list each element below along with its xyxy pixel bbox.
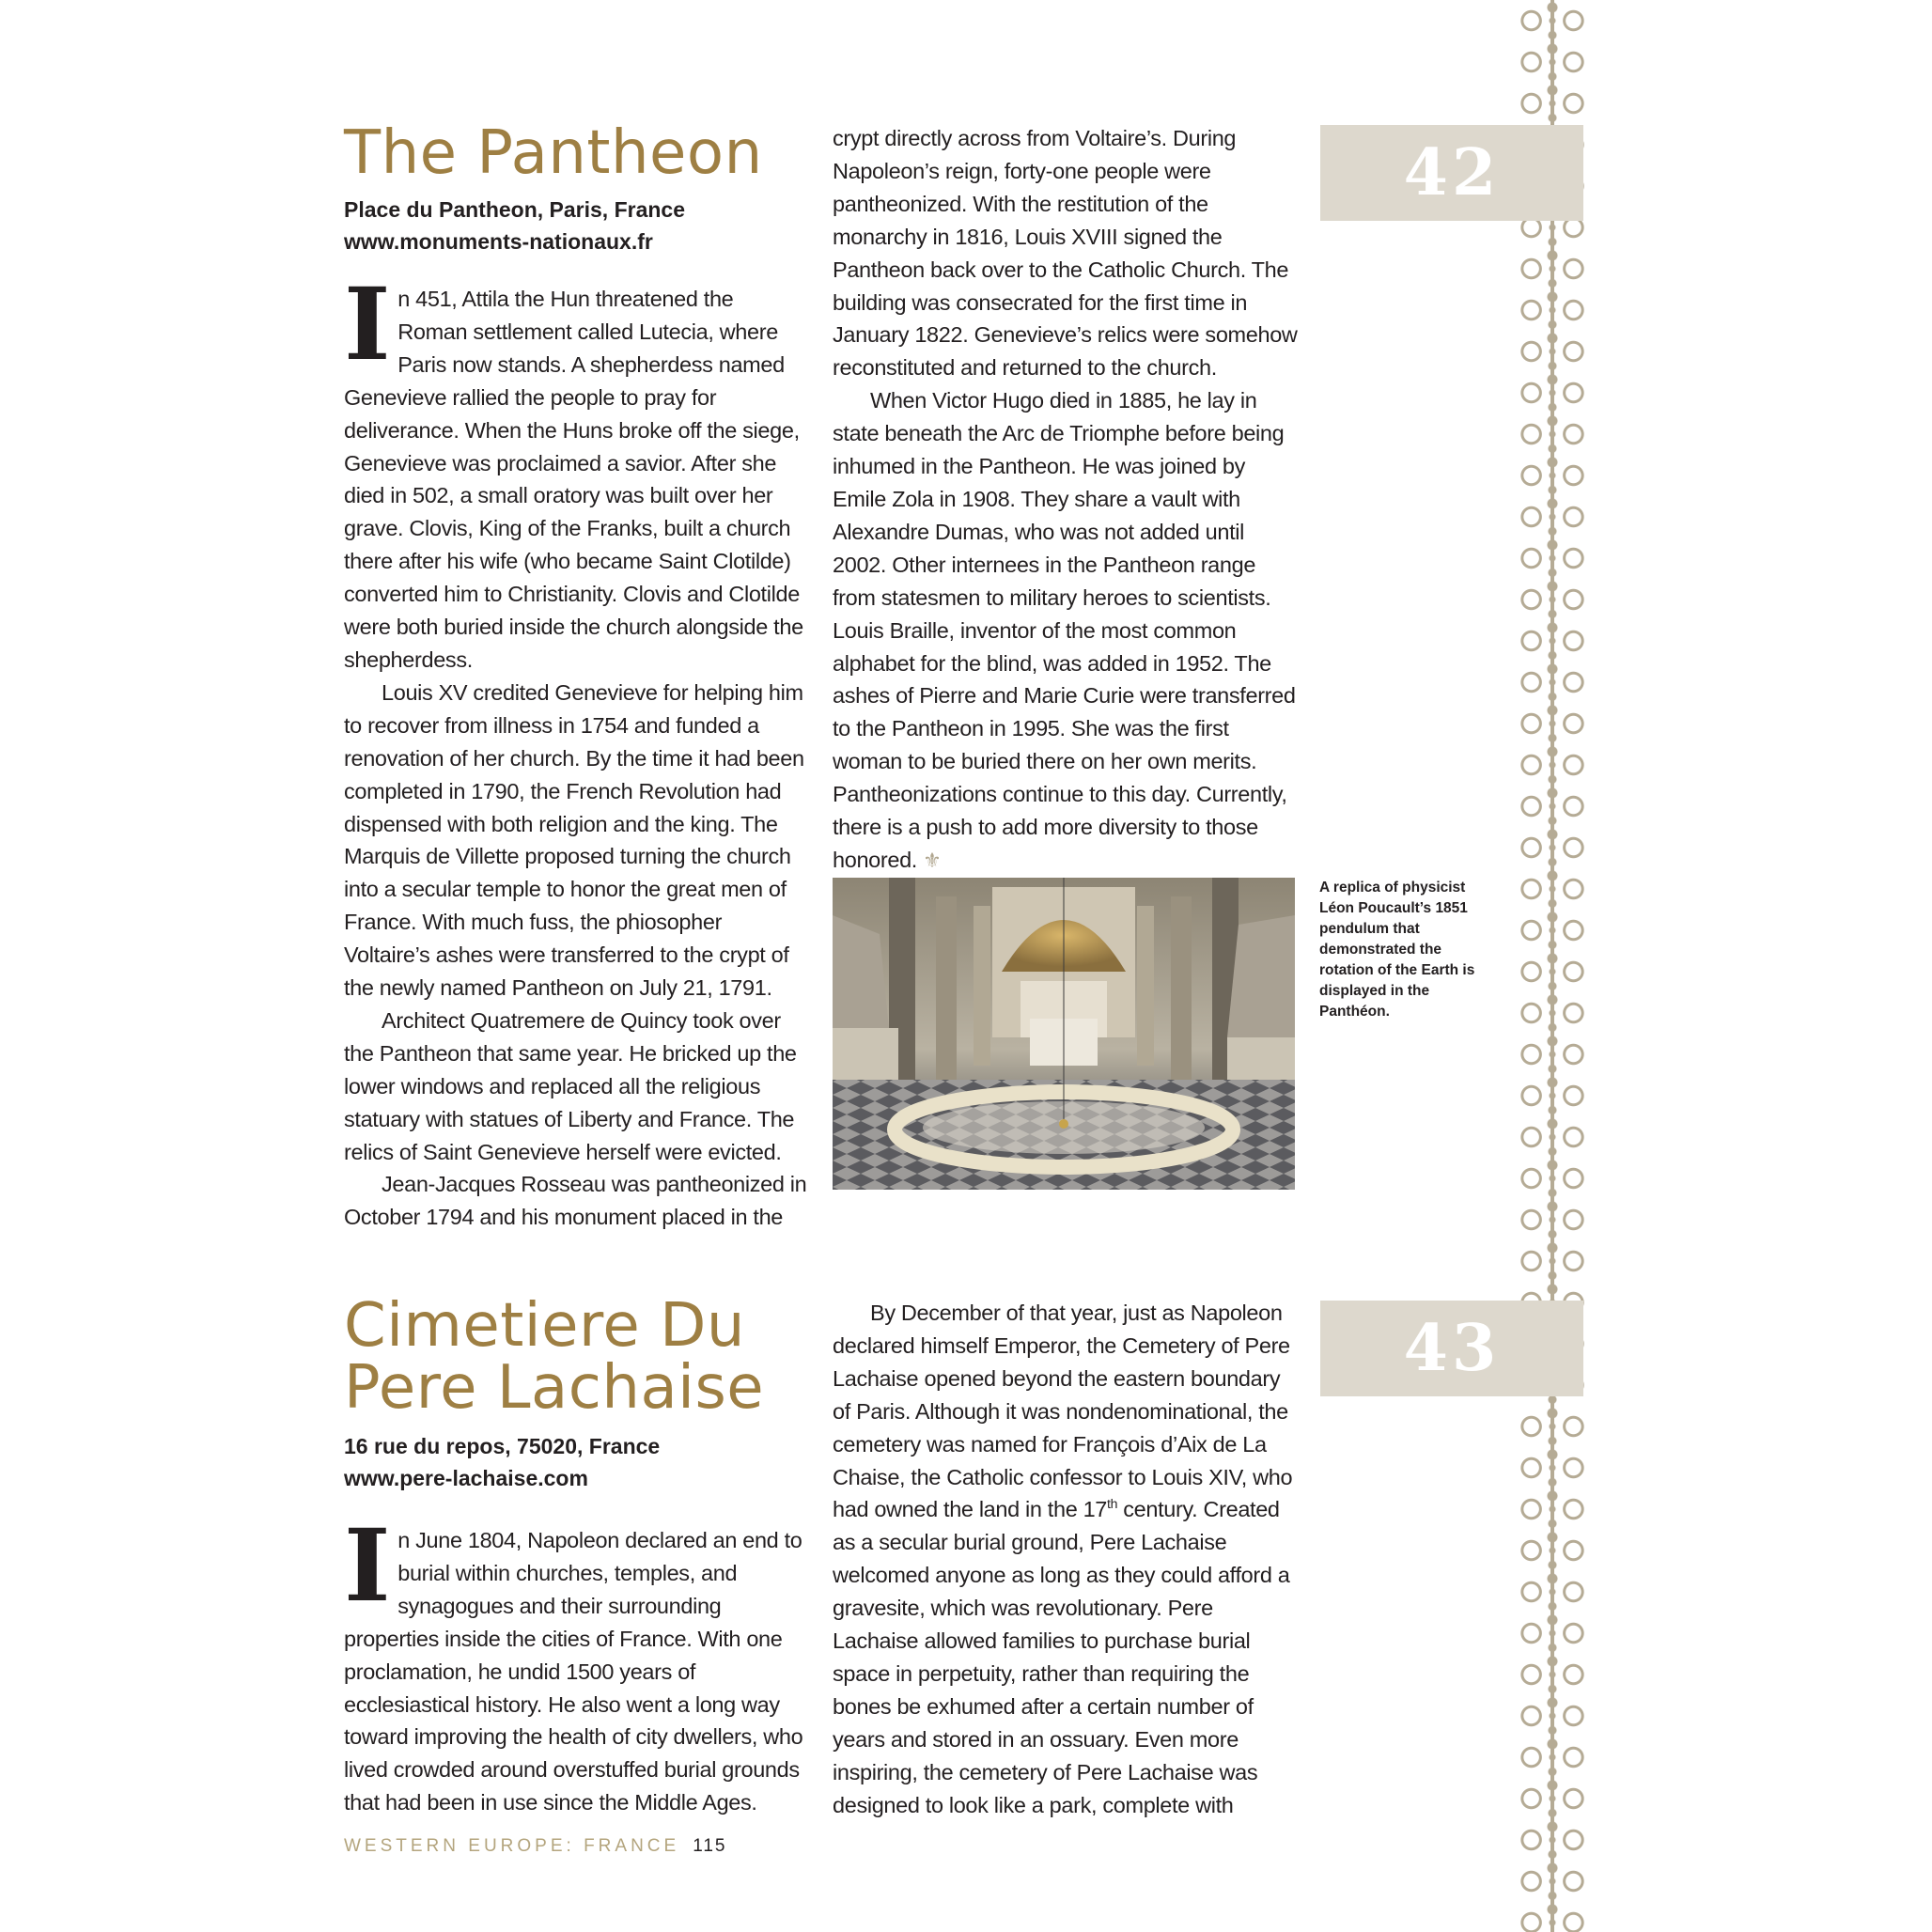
- address-block: [344, 194, 685, 257]
- address: Place du Pantheon, Paris, France: [344, 197, 686, 222]
- title-line: Pere Lachaise: [344, 1353, 765, 1423]
- address-block: [344, 1430, 660, 1494]
- article-column-right: [833, 1297, 1299, 1822]
- article-column-left: [344, 1506, 808, 1819]
- address: 16 rue du repos, 75020, France: [344, 1434, 661, 1458]
- pendulum-photo: [833, 878, 1295, 1190]
- entry-number-badge: 42: [1320, 125, 1583, 221]
- article-column-left: [344, 265, 808, 1234]
- article-column-right: [833, 122, 1299, 878]
- entry-number-badge: 43: [1320, 1301, 1583, 1396]
- paragraph: Architect Quatremere de Quincy took over the Pantheon that same year. He bricked up the lower windows and replaced all the religious statuary with statues of Liberty and France. The relics of Saint Genevieve herself were evicted.: [344, 1007, 797, 1164]
- section-title: [344, 1291, 765, 1423]
- paragraph: crypt directly across from Voltaire’s. During Napoleon’s reign, forty-one people were pantheonized. With the restitution of the monarchy in 1816, Louis XVIII signed the Pantheon back over to the Catholic Church. The building was consecrated for the first time in January 1822. Genevieve’s relics were somehow reconstituted and returned to the church.: [833, 126, 1298, 381]
- paragraph: Jean-Jacques Rosseau was pantheonized in October 1794 and his monument placed in the: [344, 1172, 807, 1230]
- page-number: 115: [693, 1836, 727, 1856]
- website[interactable]: www.monuments-nationaux.fr: [344, 229, 653, 254]
- footer-section: WESTERN EUROPE: FRANCE: [344, 1836, 680, 1856]
- paragraph: Louis XV credited Genevieve for helping him to recover from illness in 1754 and funded a renovation of her church. By the time it had been completed in 1790, the French Revolution had dispensed with both religion and the king. The Marquis de Villette proposed turning the church into a secular temple to honor the great men of France. With much fuss, the phiosopher Voltaire’s ashes were transferred to the crypt of the newly named Pantheon on July 21, 1791.: [344, 679, 804, 1001]
- photo-caption: A replica of physicist Léon Poucault’s 1851 pendulum that demonstrated the rotation of the Earth is displayed in the Panthéon.: [1319, 880, 1475, 1020]
- website[interactable]: www.pere-lachaise.com: [344, 1466, 588, 1490]
- fleur-de-lis-icon: ⚜: [923, 848, 942, 872]
- title-line: Cimetiere Du: [344, 1291, 745, 1361]
- paragraph: When Victor Hugo died in 1885, he lay in state beneath the Arc de Triomphe before being inhumed in the Pantheon. He was joined by Emile Zola in 1908. They share a vault with Alexandre Dumas, who was not added until 2002. Other internees in the Pantheon range from statesmen to military heroes to scientists. Louis Braille, inventor of the most common alphabet for the blind, was added in 1952. The ashes of Pierre and Marie Curie were transferred to the Pantheon in 1995. She was the first woman to be buried there on her own merits. Pantheonizations continue to this day. Currently, there is a push to add more diversity to those honored.: [833, 388, 1296, 872]
- superscript: th: [1107, 1496, 1118, 1512]
- paragraph-part: century. Created as a secular burial ground, Pere Lachaise welcomed anyone as long as they could afford a gravesite, which was revolutionary. Pere Lachaise allowed families to purchase burial space in perpetuity, rather than requiring the bones be exhumed after a certain number of years and stored in an ossuary. Even more inspiring, the cemetery of Pere Lachaise was designed to look like a park, complete with: [833, 1497, 1290, 1817]
- drop-cap: I: [344, 1506, 391, 1624]
- paragraph: n June 1804, Napoleon declared an end to burial within churches, temples, and synagogues and their surrounding properties inside the cities of France. With one proclamation, he undid 1500 years of ecclesiastical history. He also went a long way toward improving the health of city dwellers, who lived crowded around overstuffed burial grounds that had been in use since the Middle Ages.: [344, 1528, 803, 1815]
- drop-cap: I: [344, 265, 391, 382]
- paragraph: n 451, Attila the Hun threatened the Roman settlement called Lutecia, where Paris now stands. A shepherdess named Genevieve rallied the people to pray for deliverance. When the Huns broke off the siege, Genevieve was proclaimed a savior. After she died in 502, a small oratory was built over her grave. Clovis, King of the Franks, built a church there after his wife (who became Saint Clotilde) converted him to Christianity. Clovis and Clotilde were both buried inside the church alongside the shepherdess.: [344, 287, 803, 672]
- running-footer: [344, 1836, 727, 1857]
- section-title: The Pantheon: [344, 118, 763, 188]
- paragraph-part: By December of that year, just as Napoleon declared himself Emperor, the Cemetery of Pere Lachaise opened beyond the eastern boundary of Paris. Although it was nondenominational, the cemetery was named for François d’Aix de La Chaise, the Catholic confessor to Louis XIV, who had owned the land in the 17: [833, 1301, 1293, 1522]
- ornamental-border: [1515, 0, 1590, 1932]
